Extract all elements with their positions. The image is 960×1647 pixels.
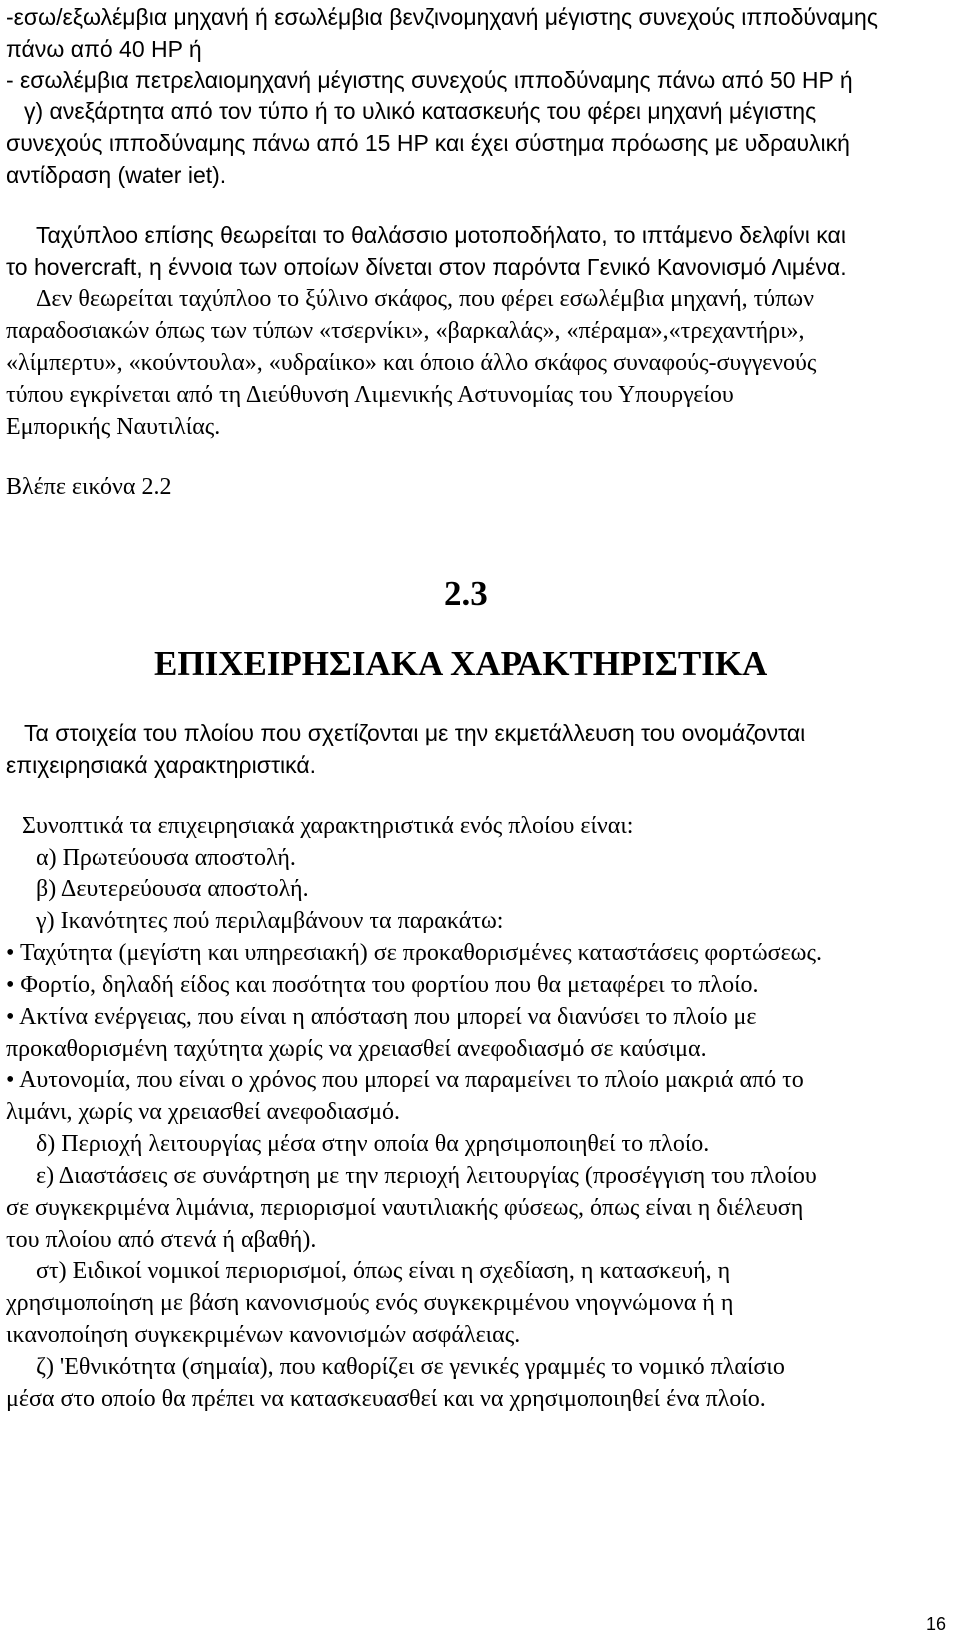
bullet-item: • Φορτίο, δηλαδή είδος και ποσότητα του φορτίου που θα μεταφέρει το πλοίο. <box>6 972 759 998</box>
text-line: -εσω/εξωλέμβια μηχανή ή εσωλέμβια βενζινομηχανή μέγιστης συνεχούς ιπποδύναμης <box>6 4 878 30</box>
text-line: Βλέπε εικόνα 2.2 <box>6 474 172 500</box>
text-line: ικανοποίηση συγκεκριμένων κανονισμών ασφάλειας. <box>6 1322 521 1348</box>
bullet-item: • Ακτίνα ενέργειας, που είναι η απόσταση που μπορεί να διανύσει το πλοίο με <box>6 1004 757 1030</box>
text-line: παραδοσιακών όπως των τύπων «τσερνίκι», «βαρκαλάς», «πέραμα»,«τρεχαντήρι», <box>6 318 805 344</box>
list-item: β) Δευτερεύουσα αποστολή. <box>36 876 309 902</box>
text-line: σε συγκεκριμένα λιμάνια, περιορισμοί ναυτιλιακής φύσεως, όπως είναι η διέλευση <box>6 1195 804 1221</box>
text-line: το hovercraft, η έννοια των οποίων δίνεται στον παρόντα Γενικό Κανονισμό Λιμένα. <box>6 254 847 280</box>
text-line: πάνω από 40 HP ή <box>6 36 202 62</box>
text-line: συνεχούς ιπποδύναμης πάνω από 15 HP και έχει σύστημα πρόωσης με υδραυλική <box>6 130 850 156</box>
page-number: 16 <box>925 1614 946 1634</box>
section-title: ΕΠΙΧΕΙΡΗΣΙΑΚΑ ΧΑΡΑΚΤΗΡΙΣΤΙΚΑ <box>154 644 768 683</box>
bullet-item: • Αυτονομία, που είναι ο χρόνος που μπορεί να παραμείνει το πλοίο μακριά από το <box>6 1067 804 1093</box>
text-line: Συνοπτικά τα επιχειρησιακά χαρακτηριστικά ενός πλοίου είναι: <box>22 813 634 839</box>
section-number: 2.3 <box>444 574 488 613</box>
list-item: ζ) 'Εθνικότητα (σημαία), που καθορίζει σε γενικές γραμμές το νομικό πλαίσιο <box>36 1354 785 1380</box>
text-line: του πλοίου από στενά ή αβαθή). <box>6 1227 317 1253</box>
text-line: - εσωλέμβια πετρελαιομηχανή μέγιστης συνεχούς ιπποδύναμης πάνω από 50 HP ή <box>6 67 853 93</box>
text-line: Τα στοιχεία του πλοίου που σχετίζονται με την εκμετάλλευση του ονομάζονται <box>24 720 806 746</box>
text-line: τύπου εγκρίνεται από τη Διεύθυνση Λιμενικής Αστυνομίας του Υπουργείου <box>6 382 734 408</box>
text-line: Ταχύπλοο επίσης θεωρείται το θαλάσσιο μοτοποδήλατο, το ιπτάμενο δελφίνι και <box>36 222 846 248</box>
list-item: στ) Ειδικοί νομικοί περιορισμοί, όπως είναι η σχεδίαση, η κατασκευή, η <box>36 1258 731 1284</box>
text-line: γ) ανεξάρτητα από τον τύπο ή το υλικό κατασκευής του φέρει μηχανή μέγιστης <box>24 98 817 124</box>
bullet-item: • Ταχύτητα (μεγίστη και υπηρεσιακή) σε προκαθορισμένες καταστάσεις φορτώσεως. <box>6 940 822 966</box>
list-item: ε) Διαστάσεις σε συνάρτηση με την περιοχή λειτουργίας (προσέγγιση του πλοίου <box>36 1163 817 1189</box>
text-line: προκαθορισμένη ταχύτητα χωρίς να χρειασθεί ανεφοδιασμό σε καύσιμα. <box>6 1036 707 1062</box>
text-line: Εμπορικής Ναυτιλίας. <box>6 414 221 440</box>
text-line: χρησιμοποίηση με βάση κανονισμούς ενός συγκεκριμένου νηογνώμονα ή η <box>6 1290 734 1316</box>
text-line: μέσα στο οποίο θα πρέπει να κατασκευασθεί και να χρησιμοποιηθεί ένα πλοίο. <box>6 1386 766 1412</box>
text-line: λιμάνι, χωρίς να χρειασθεί ανεφοδιασμό. <box>6 1099 401 1125</box>
text-line: «λίμπερτυ», «κούντουλα», «υδραίικο» και όποιο άλλο σκάφος συναφούς-συγγενούς <box>6 350 817 376</box>
text-line: αντίδραση (water iet). <box>6 162 227 188</box>
list-item: γ) Ικανότητες πού περιλαμβάνουν τα παρακάτω: <box>36 908 504 934</box>
text-line: επιχειρησιακά χαρακτηριστικά. <box>6 752 317 778</box>
list-item: α) Πρωτεύουσα αποστολή. <box>36 845 296 871</box>
list-item: δ) Περιοχή λειτουργίας μέσα στην οποία θα χρησιμοποιηθεί το πλοίο. <box>36 1131 710 1157</box>
text-line: Δεν θεωρείται ταχύπλοο το ξύλινο σκάφος, που φέρει εσωλέμβια μηχανή, τύπων <box>36 286 814 312</box>
